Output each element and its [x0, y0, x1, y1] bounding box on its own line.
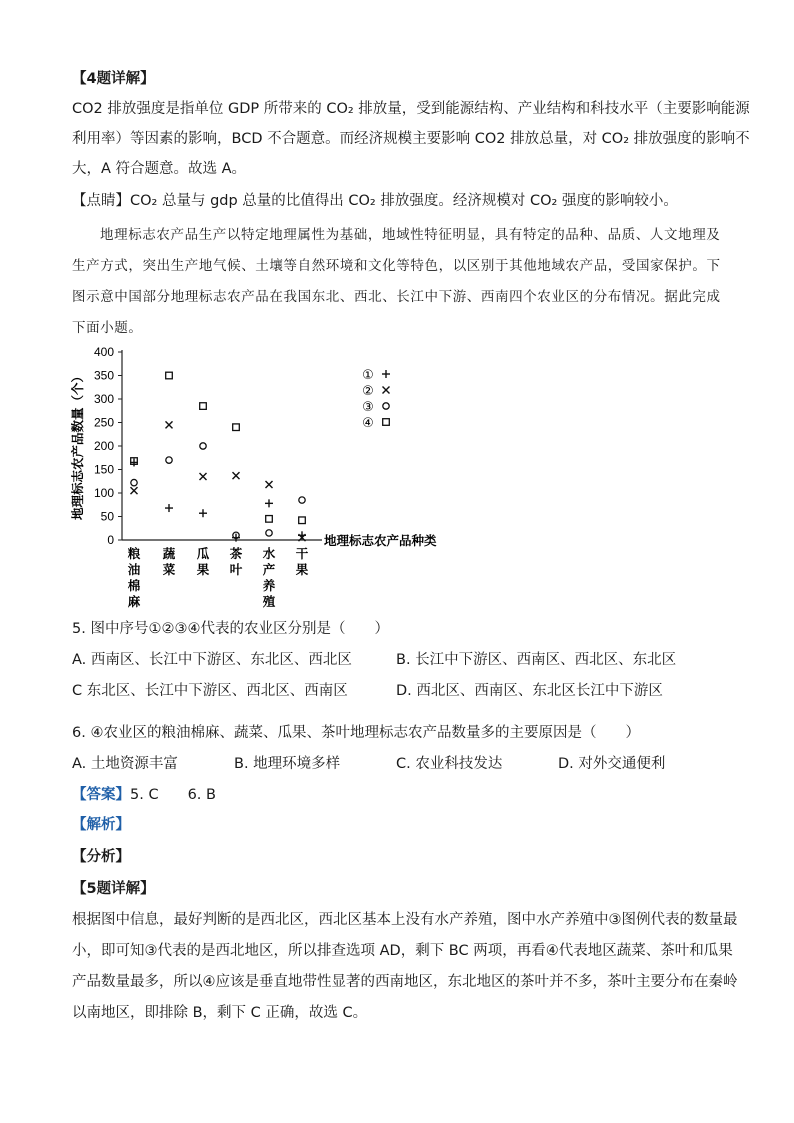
legend-marker	[383, 419, 390, 426]
scatter-chart	[72, 340, 472, 620]
sec4-para-line2: 利用率）等因素的影响，BCD 不合题意。而经济规模主要影响 CO2 排放总量，对 CO₂ 排放强度的影响不	[72, 131, 750, 147]
sec5-line3: 产品数量最多，所以④应该是垂直地带性显著的西南地区，东北地区的茶叶并不多，茶叶主要分布在秦岭	[72, 974, 738, 990]
legend-label: ①	[362, 368, 374, 383]
passage-line1: 地理标志农产品生产以特定地理属性为基础，地域性特征明显，具有特定的品种、品质、人文地理及	[100, 227, 721, 243]
q6-stem: 6. ④农业区的粮油棉麻、蔬菜、瓜果、茶叶地理标志农产品数量多的主要原因是（ ）	[72, 725, 640, 741]
y-tick-label: 50	[100, 509, 114, 524]
legend-label: ③	[362, 400, 374, 415]
answer-text: 5. C 6. B	[130, 787, 216, 803]
x-category-label: 瓜果	[196, 546, 210, 577]
q6-option-d[interactable]: D. 对外交通便利	[558, 756, 666, 772]
x-category-label: 粮油棉麻	[127, 546, 141, 609]
legend-label: ②	[362, 384, 374, 399]
q5-option-c[interactable]: C 东北区、长江中下游区、西北区、西南区	[72, 683, 348, 699]
answer-tag: 【答案】	[72, 787, 130, 803]
data-point-series-3	[166, 457, 172, 463]
legend-label: ④	[362, 416, 374, 431]
sec4-header: 【4题详解】	[72, 71, 155, 87]
legend-marker	[383, 403, 389, 409]
data-point-series-2	[200, 473, 207, 480]
x-axis-label: 地理标志农产品种类	[324, 533, 437, 548]
data-point-series-4	[266, 516, 273, 523]
sec4-para-line3: 大，A 符合题意。故选 A。	[72, 161, 247, 177]
q5-option-d[interactable]: D. 西北区、西南区、东北区长江中下游区	[396, 683, 663, 699]
q5-option-b[interactable]: B. 长江中下游区、西南区、西北区、东北区	[396, 652, 677, 668]
y-axis-label: 地理标志农产品数量（个）	[70, 369, 85, 521]
data-point-series-2	[166, 421, 173, 428]
sec5-line2: 小，即可知③代表的是西北地区，所以排查选项 AD，剩下 BC 两项，再看④代表地区蔬菜、茶叶和瓜果	[72, 943, 733, 959]
data-point-series-4	[299, 517, 306, 524]
passage-line4: 下面小题。	[72, 320, 143, 336]
data-point-series-1	[165, 504, 173, 512]
legend-marker	[383, 387, 390, 394]
legend-marker	[382, 370, 390, 378]
q6-option-a[interactable]: A. 土地资源丰富	[72, 756, 178, 772]
y-tick-label: 150	[93, 462, 114, 477]
data-point-series-2	[233, 472, 240, 479]
x-category-label: 蔬菜	[162, 546, 176, 577]
y-tick-label: 200	[93, 439, 114, 453]
sec4-tip: 【点睛】CO₂ 总量与 gdp 总量的比值得出 CO₂ 排放强度。经济规模对 CO₂ 强度的影响较小。	[72, 193, 678, 209]
y-tick-label: 100	[93, 486, 114, 500]
data-point-series-4	[166, 372, 173, 379]
data-point-series-3	[266, 530, 272, 536]
y-tick-label: 400	[93, 345, 114, 359]
x-category-label: 水产养殖	[262, 546, 276, 609]
data-point-series-4	[200, 403, 207, 410]
analysis-tag: 【解析】	[72, 817, 130, 833]
sec4-para-line1: CO2 排放强度是指单位 GDP 所带来的 CO₂ 排放量，受到能源结构、产业结构和科技水平（主要影响能源	[72, 101, 750, 117]
data-point-series-1	[265, 499, 273, 507]
q6-option-c[interactable]: C. 农业科技发达	[396, 756, 503, 772]
sec5-line4: 以南地区，即排除 B，剩下 C 正确，故选 C。	[72, 1005, 368, 1021]
data-point-series-3	[299, 497, 305, 503]
data-point-series-2	[266, 481, 273, 488]
fenxi-tag: 【分析】	[72, 849, 130, 865]
answer-line	[72, 784, 724, 806]
q6-option-b[interactable]: B. 地理环境多样	[234, 756, 341, 772]
sec5-header: 【5题详解】	[72, 881, 155, 897]
q5-stem: 5. 图中序号①②③④代表的农业区分别是（ ）	[72, 621, 389, 637]
data-point-series-2	[131, 487, 138, 494]
data-point-series-1	[199, 509, 207, 517]
y-tick-label: 0	[107, 533, 114, 547]
data-point-series-4	[233, 424, 240, 431]
passage-line2: 生产方式，突出生产地气候、土壤等自然环境和文化等特色，以区别于其他地域农产品，受国家保护。下	[72, 258, 721, 274]
x-category-label: 茶叶	[229, 546, 243, 577]
y-tick-label: 250	[93, 415, 114, 430]
x-category-label: 干果	[295, 546, 309, 577]
q5-option-a[interactable]: A. 西南区、长江中下游区、东北区、西北区	[72, 652, 352, 668]
chart-svg	[72, 340, 472, 620]
data-point-series-3	[200, 443, 206, 449]
y-tick-label: 300	[93, 392, 114, 406]
data-point-series-3	[131, 479, 137, 485]
sec5-line1: 根据图中信息，最好判断的是西北区，西北区基本上没有水产养殖，图中水产养殖中③图例代表的数量最	[72, 912, 738, 928]
y-tick-label: 350	[93, 368, 114, 383]
passage-line3: 图示意中国部分地理标志农产品在我国东北、西北、长江中下游、西南四个农业区的分布情况。据此完成	[72, 289, 721, 305]
